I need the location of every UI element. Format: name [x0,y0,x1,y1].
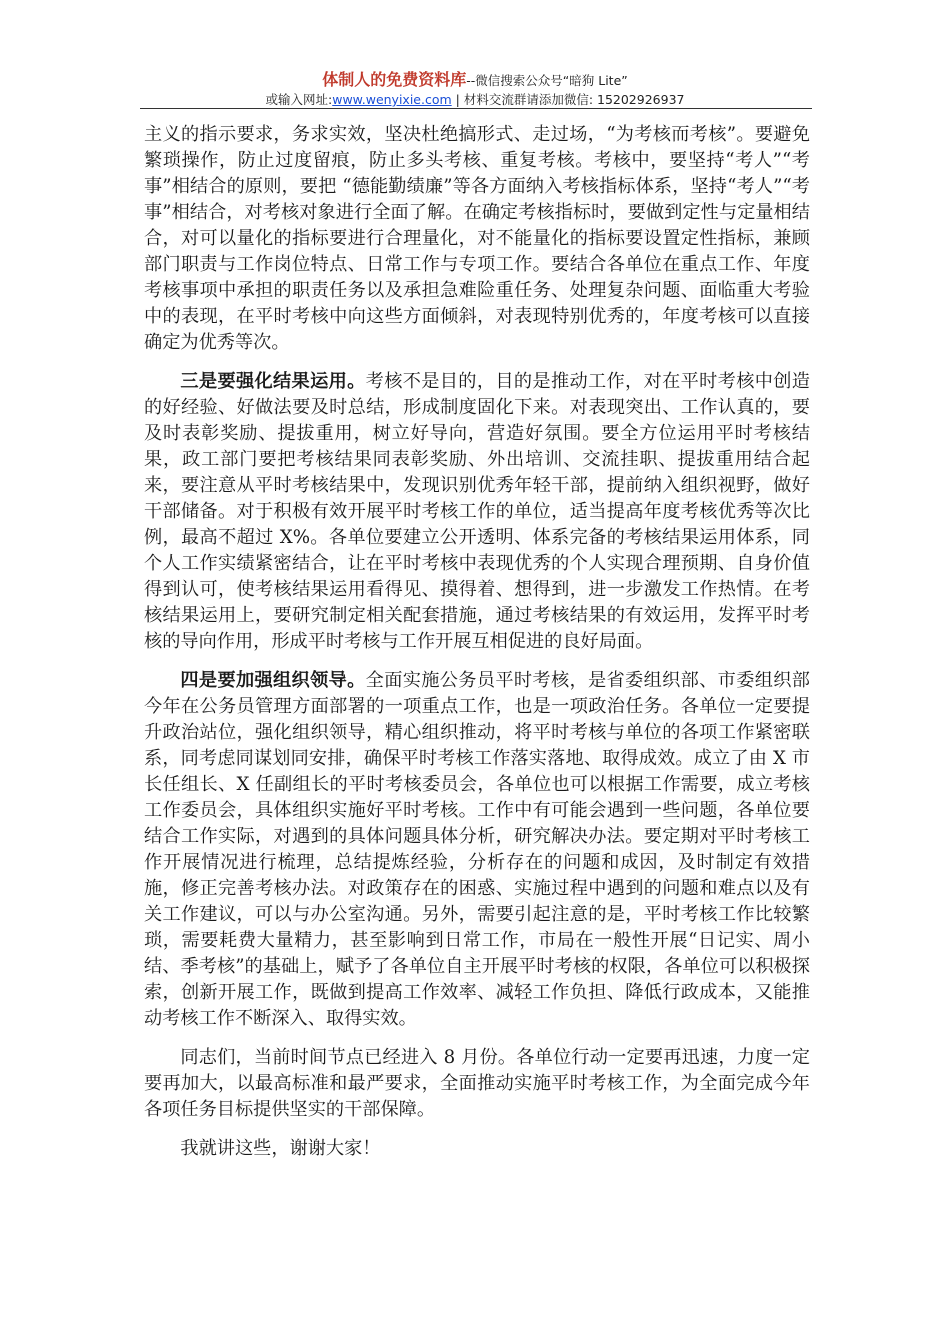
paragraph-3-text: 全面实施公务员平时考核，是省委组织部、市委组织部今年在公务员管理方面部署的一项重点工作，也是一项政治任务。各单位一定要提升政治站位，强化组织领导，精心组织推动，将平时考核与单位的各项工作紧密联系，同考虑同谋划同安排，确保平时考核工作落实落地、取得成效。成立了由 X 市长任组长、X 任副组长的平时考核委员会，各单位也可以根据工作需要，成立考核工作委员会，具体组织实施好平时考核。工作中有可能会遇到一些问题，各单位要结合工作实际，对遇到的具体问题具体分析，研究解决办法。要定期对平时考核工作开展情况进行梳理，总结提炼经验，分析存在的问题和成因，及时制定有效措施，修正完善考核办法。对政策存在的困惑、实施过程中遇到的问题和难点以及有关工作建议，可以与办公室沟通。另外，需要引起注意的是，平时考核工作比较繁琐，需要耗费大量精力，甚至影响到日常工作，市局在一般性开展“日记实、周小结、季考核”的基础上，赋予了各单位自主开展平时考核的权限，各单位可以积极探索，创新开展工作，既做到提高工作效率、减轻工作负担、降低行政成本，又能推动考核工作不断深入、取得实效。 [144,670,810,1029]
paragraph-2-heading: 三是要强化结果运用。 [180,371,366,392]
paragraph-1: 主义的指示要求，务求实效，坚决杜绝搞形式、走过场，“为考核而考核”。要避免繁琐操作，防止过度留痕，防止多头考核、重复考核。考核中，要坚持“考人”“考事”相结合的原则，要把 “德能勤绩廉”等各方面纳入考核指标体系，坚持“考人”“考事”相结合，对考核对象进行全面了解。在确定考核指标时，要做到定性与定量相结合，对可以量化的指标要进行合理量化，对不能量化的指标要设置定性指标，兼顾部门职责与工作岗位特点、日常工作与专项工作。要结合各单位在重点工作、年度考核事项中承担的职责任务以及承担急难险重任务、处理复杂问题、面临重大考验中的表现，在平时考核中向这些方面倾斜，对表现特别优秀的，年度考核可以直接确定为优秀等次。 [144,124,810,353]
url-prefix: 或输入网址: [265,92,333,107]
header-divider [140,108,812,109]
website-link[interactable]: www.wenyixie.com [332,92,452,107]
header-title-line [140,70,810,91]
paragraph-2 [144,369,810,655]
document-body [144,122,810,1175]
header-url-line [140,91,810,109]
paragraph-5: 我就讲这些，谢谢大家！ [180,1138,381,1159]
contact-info: | 材料交流群请添加微信: 15202926937 [451,92,685,107]
paragraph-4: 同志们，当前时间节点已经进入 8 月份。各单位行动一定要再迅速，力度一定要再加大，以最高标准和最严要求，全面推动实施平时考核工作，为全面完成今年各项任务目标提供坚实的干部保障。 [144,1047,810,1120]
brand-title: 体制人的免费资料库 [322,70,467,89]
paragraph-3 [144,668,810,1032]
page-header [140,70,810,109]
paragraph-3-heading: 四是要加强组织领导。 [180,670,366,691]
header-tagline: --微信搜索公众号“暗狗 Lite” [466,73,628,88]
paragraph-2-text: 考核不是目的，目的是推动工作，对在平时考核中创造的好经验、好做法要及时总结，形成制度固化下来。对表现突出、工作认真的，要及时表彰奖励、提拔重用，树立好导向，营造好氛围。要全方位运用平时考核结果，政工部门要把考核结果同表彰奖励、外出培训、交流挂职、提拔重用结合起来，要注意从平时考核结果中，发现识别优秀年轻干部，提前纳入组织视野，做好干部储备。对于积极有效开展平时考核工作的单位，适当提高年度考核优秀等次比例，最高不超过 X%。各单位要建立公开透明、体系完备的考核结果运用体系，同个人工作实绩紧密结合，让在平时考核中表现优秀的个人实现合理预期、自身价值得到认可，使考核结果运用看得见、摸得着、想得到，进一步激发工作热情。在考核结果运用上，要研究制定相关配套措施，通过考核结果的有效运用，发挥平时考核的导向作用，形成平时考核与工作开展互相促进的良好局面。 [144,371,810,652]
